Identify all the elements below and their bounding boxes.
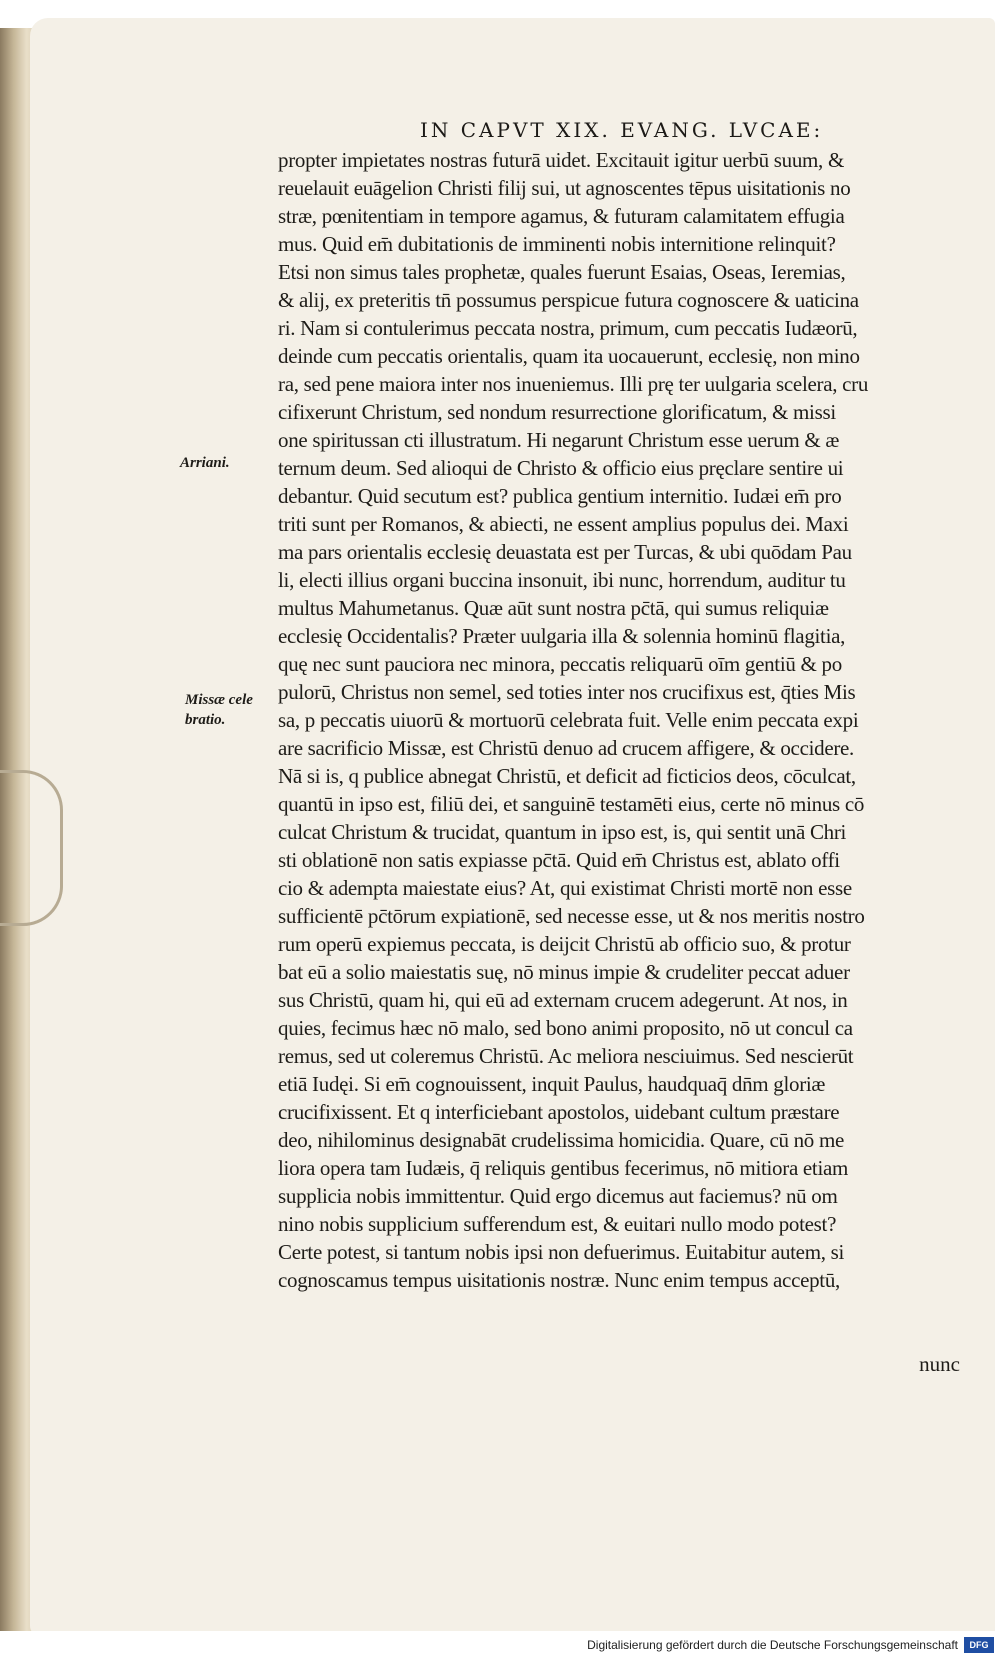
text-line: mus. Quid em̄ dubitationis de imminenti nobis internitione relinquit?: [278, 232, 836, 256]
text-line: ecclesię Occidentalis? Præter uulgaria illa & solennia hominū flagitia,: [278, 624, 846, 648]
marginal-note-missae: Missæ cele: [185, 692, 253, 708]
text-line: propter impietates nostras futurā uidet. Excitauit igitur uerbū suum, &: [278, 148, 844, 172]
text-line: quies, fecimus hæc nō malo, sed bono animi proposito, nō ut concul ca: [278, 1016, 853, 1040]
text-line: quę nec sunt pauciora nec minora, peccatis reliquarū oīm gentiū & po: [278, 652, 842, 676]
text-line: deinde cum peccatis orientalis, quam ita uocauerunt, ecclesię, non mino: [278, 344, 860, 368]
text-line: triti sunt per Romanos, & abiecti, ne essent amplius populus dei. Maxi: [278, 512, 849, 536]
text-line: ternum deum. Sed alioqui de Christo & officio eius pręclare sentire ui: [278, 456, 844, 480]
text-line: cio & adempta maiestate eius? At, qui existimat Christi mortē non esse: [278, 876, 852, 900]
text-line: liora opera tam Iudæis, q̄ reliquis gentibus fecerimus, nō mitiora etiam: [278, 1156, 849, 1180]
text-line: rum operū expiemus peccata, is deijcit Christū ab officio suo, & protur: [278, 932, 851, 956]
text-line: li, electi illius organi buccina insonuit, ibi nunc, horrendum, auditur tu: [278, 568, 846, 592]
text-line: sus Christū, quam hi, qui eū ad externam crucem adegerunt. At nos, in: [278, 988, 848, 1012]
text-line: & alij, ex preteritis tn̄ possumus perspicue futura cognoscere & uaticina: [278, 288, 859, 312]
footer-bar: [0, 1631, 1000, 1657]
text-line: etiā Iudęi. Si em̄ cognouissent, inquit Paulus, haudquaq̄ dn̄m gloriæ: [278, 1072, 826, 1096]
text-line: pulorū, Christus non semel, sed toties inter nos crucifixus est, q̄ties Mis: [278, 680, 856, 704]
text-line: Certe potest, si tantum nobis ipsi non defuerimus. Euitabitur autem, si: [278, 1240, 845, 1264]
text-line: ra, sed pene maiora inter nos inueniemus. Illi prę ter uulgaria scelera, cru: [278, 372, 869, 396]
text-line: crucifixissent. Et q interficiebant apostolos, uidebant cultum præstare: [278, 1100, 840, 1124]
text-line: debantur. Quid secutum est? publica gentium internitio. Iudæi em̄ pro: [278, 484, 842, 508]
text-line: one spiritussan cti illustratum. Hi negarunt Christum esse uerum & æ: [278, 428, 840, 452]
text-line: quantū in ipso est, filiū dei, et sanguinē testamēti eius, certe nō minus cō: [278, 792, 865, 816]
text-line: culcat Christum & trucidat, quantum in ipso est, is, qui sentit unā Chri: [278, 820, 847, 844]
text-line: multus Mahumetanus. Quæ aūt sunt nostra pc̄tā, qui sumus reliquiæ: [278, 596, 829, 620]
text-line: reuelauit euāgelion Christi filij sui, ut agnoscentes tēpus uisitationis no: [278, 176, 851, 200]
text-line: Etsi non simus tales prophetæ, quales fuerunt Esaias, Oseas, Ieremias,: [278, 260, 846, 284]
text-line: stræ, pœnitentiam in tempore agamus, & futuram calamitatem effugia: [278, 204, 845, 228]
text-line: nino nobis supplicium sufferendum est, & euitari nullo modo potest?: [278, 1212, 837, 1236]
text-line: ri. Nam si contulerimus peccata nostra, primum, cum peccatis Iudæorū,: [278, 316, 858, 340]
text-line: Nā si is, q publice abnegat Christū, et deficit ad ficticios deos, cōculcat,: [278, 764, 856, 788]
text-line: bat eū a solio maiestatis suę, nō minus impie & crudeliter peccat aduer: [278, 960, 850, 984]
text-line: sti oblationē non satis expiasse pc̄tā. Quid em̄ Christus est, ablato offi: [278, 848, 840, 872]
text-line: deo, nihilominus designabāt crudelissima homicidia. Quare, cū nō me: [278, 1128, 845, 1152]
marginal-note-missae-cont: bratio.: [185, 712, 226, 728]
text-line: cognoscamus tempus uisitationis nostræ. Nunc enim tempus acceptū,: [278, 1268, 840, 1292]
text-line: sufficientē pc̄tōrum expiationē, sed necesse esse, ut & nos meritis nostro: [278, 904, 865, 928]
footer-credit: Digitalisierung gefördert durch die Deutsche Forschungsgemeinschaft: [587, 1638, 958, 1652]
marginal-note-arriani: Arriani.: [180, 455, 230, 471]
dfg-logo: DFG: [964, 1637, 994, 1653]
catchword: nunc: [919, 1352, 960, 1376]
text-line: remus, sed ut coleremus Christū. Ac meliora nesciuimus. Sed nescierūt: [278, 1044, 854, 1068]
text-line: cifixerunt Christum, sed nondum resurrectione glorificatum, & missi: [278, 400, 836, 424]
running-head: IN CAPVT XIX. EVANG. LVCAE:: [420, 118, 824, 142]
text-line: sa, p peccatis uiuorū & mortuorū celebrata fuit. Velle enim peccata expi: [278, 708, 859, 732]
text-line: supplicia nobis immittentur. Quid ergo dicemus aut faciemus? nū om: [278, 1184, 838, 1208]
text-line: ma pars orientalis ecclesię deuastata est per Turcas, & ubi quōdam Pau: [278, 540, 852, 564]
text-line: are sacrificio Missæ, est Christū denuo ad crucem affigere, & occidere.: [278, 736, 855, 760]
